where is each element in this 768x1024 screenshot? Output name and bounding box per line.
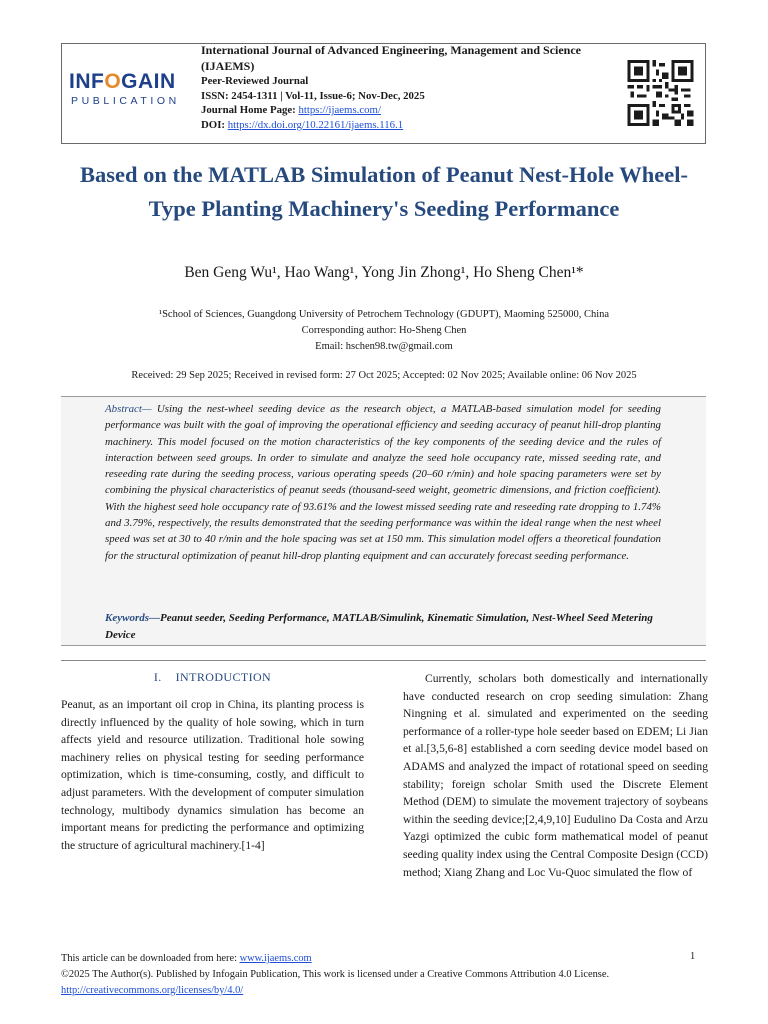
logo-wordmark (69, 70, 176, 94)
section-number: I. (153, 670, 162, 684)
page-footer (61, 951, 706, 999)
abstract-label: Abstract— (105, 403, 152, 415)
homepage-link[interactable]: https://ijaems.com/ (298, 104, 381, 117)
journal-title: International Journal of Advanced Engineering, Management and Science (IJAEMS) (201, 43, 582, 73)
homepage-label: Journal Home Page: (201, 104, 296, 117)
authors: Ben Geng Wu¹, Hao Wang¹, Yong Jin Zhong¹, Ho Sheng Chen¹* (184, 264, 584, 281)
doi-line (201, 118, 621, 133)
keywords-text: Peanut seeder, Seeding Performance, MATLAB/Simulink, Kinematic Simulation, Nest-Wheel Seed Metering Device (105, 612, 653, 641)
publication-dates: Received: 29 Sep 2025; Received in revised form: 27 Oct 2025; Accepted: 02 Nov 2025; Available online: 06 Nov 2025 (131, 370, 637, 381)
abstract (105, 401, 661, 564)
intro-paragraph-1: Peanut, as an important oil crop in China, its planting process is directly influenced by the quality of hole sowing, which in turn affects yield and resource utilization. Traditional hole sowing machinery relies on physical testing for seeding performance optimization, which is time-consuming, costly, and difficult to adjust parameters. With the development of computer simulation technology, multibody dynamics simulation has become an important means for predicting the performance and optimizing the structure of agricultural machinery.[1-4] (61, 698, 364, 852)
paper-title: Based on the MATLAB Simulation of Peanut Nest-Hole Wheel-Type Planting Machinery's Seeding Performance (80, 162, 688, 221)
download-link[interactable]: www.ijaems.com (239, 953, 312, 964)
journal-info (201, 43, 621, 132)
affiliation: ¹School of Sciences, Guangdong University of Petrochem Technology (GDUPT), Maoming 525000, China (158, 309, 610, 320)
copyright-text: ©2025 The Author(s). Published by Infogain Publication, This work is licensed under a Creative Commons Attribution 4.0 License. (61, 969, 610, 980)
peer-reviewed-label: Peer-Reviewed Journal (201, 75, 309, 87)
logo-text-prefix: INF (69, 70, 105, 93)
doi-link[interactable]: https://dx.doi.org/10.22161/ijaems.116.1 (227, 118, 404, 131)
section-title: INTRODUCTION (175, 670, 272, 684)
logo-text-o: O (104, 70, 122, 93)
page-number: 1 (690, 951, 696, 962)
keywords-label: Keywords— (105, 612, 160, 624)
download-label: This article can be downloaded from here: (61, 953, 240, 964)
license-link[interactable]: http://creativecommons.org/licenses/by/4.0/ (61, 985, 244, 996)
corresponding-author: Corresponding author: Ho-Sheng Chen (301, 325, 467, 336)
logo-text-suffix: GAIN (121, 70, 176, 93)
homepage-line (201, 103, 621, 118)
infogain-logo (69, 70, 189, 112)
keywords (105, 610, 661, 643)
author-email: Email: hschen98.tw@gmail.com (315, 341, 453, 352)
section-heading (61, 670, 364, 685)
issn-line: ISSN: 2454-1311 | Vol-11, Issue-6; Nov-Dec, 2025 (201, 89, 425, 102)
copyright-line (61, 967, 706, 999)
left-column (61, 670, 364, 854)
intro-paragraph-2: Currently, scholars both domestically and internationally have conducted research on crop seeding simulation: Zhang Ningning et al. simulated and experimented on the seeding performance of a roller-type hole seeder based on EDEM; Li Jian et al.[3,5,6-8] established a corn seeding device model based on ADAMS and analyzed the impact of rotational speed on seeding stability; foreign scholar Smith used the Discrete Element Method (DEM) to simulate the movement trajectory of soybeans within the seeding device;[2,4,9,10] Eudulino Da Costa and Arzu Yazgi optimized the cubic form mathematical model of peanut seeding quality index using the Central Composite Design (CCD) method; Xiang Zhang and Loc Vu-Quoc simulated the flow of (403, 672, 708, 879)
logo-subtitle: PUBLICATION (71, 95, 180, 107)
abstract-text: Using the nest-wheel seeding device as the research object, a MATLAB-based simulation model for seeding performance was built with the goal of improving the operational efficiency and seeding accuracy of peanut hill-drop planting machinery. This model focused on the motion characteristics of the key components of the seeding device and the rules of interaction between seed groups. In order to simulate and analyze the seed hole occupancy rate, missed seeding rate, and reseeding rate during the seeding process, various operating speeds (20–60 r/min) and hole spacing parameters were set by combining the physical characteristics of peanut seeds (thousand-seed weight, geometric dimensions, and friction coefficient). With the highest seed hole occupancy rate of 93.61% and the lowest missed seeding rate and reseeding rate dropping to 1.74% and 3.79%, respectively, the results demonstrated that the seeding performance was within the ideal range when the nest wheel speed was set at 30 to 40 r/min and the hole spacing was set at 150 mm. This simulation model offers a theoretical foundation for the structural optimization of peanut hill-drop planting equipment and can accurately forecast seeding performance. (105, 403, 661, 562)
qr-code-icon (625, 60, 696, 126)
doi-label: DOI: (201, 118, 225, 131)
divider (61, 660, 706, 661)
right-column (403, 670, 708, 881)
download-line (61, 951, 706, 967)
affiliation-block (60, 307, 708, 355)
